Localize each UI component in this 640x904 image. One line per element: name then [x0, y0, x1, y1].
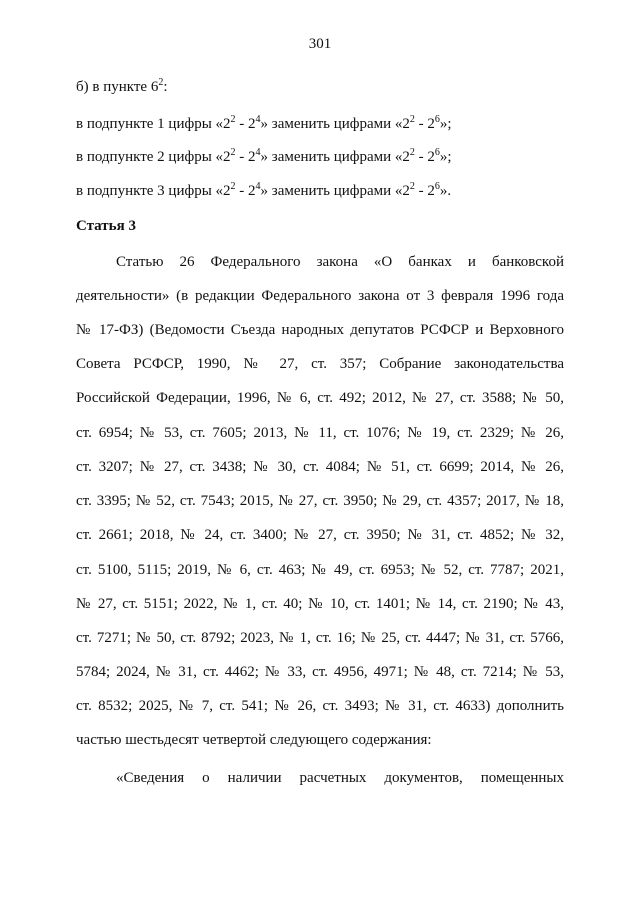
subitem-sup: 4 — [255, 114, 261, 125]
body-line: ст. 6954; № 53, ст. 7605; 2013, № 11, ст. 1076; № 19, ст. 2329; № 26, — [76, 425, 564, 441]
item-b-prefix: б) в пункте 6 — [76, 79, 159, 95]
subitem-sup: 2 — [409, 181, 415, 192]
subitem-sup: 4 — [255, 181, 261, 192]
body-line: ст. 3395; № 52, ст. 7543; 2015, № 27, ст. 3950; № 29, ст. 4357; 2017, № 18, — [76, 493, 564, 509]
subitem-text: в подпункте 2 цифры «2 — [76, 149, 231, 165]
body-line: ст. 7271; № 50, ст. 8792; 2023, № 1, ст. 16; № 25, ст. 4447; № 31, ст. 5766, — [76, 630, 564, 646]
subitem-text: - 2 — [414, 116, 435, 132]
subitem-line — [76, 182, 451, 200]
subitem-line — [76, 115, 452, 133]
subitem-text: - 2 — [235, 149, 256, 165]
body-line: № 17-ФЗ) (Ведомости Съезда народных депутатов РСФСР и Верховного — [76, 322, 564, 338]
quote-line: «Сведения о наличии расчетных документов, помещенных — [116, 770, 564, 786]
subitem-text: » заменить цифрами «2 — [260, 183, 410, 199]
subitem-sup: 6 — [434, 114, 440, 125]
body-line: деятельности» (в редакции Федерального закона от 3 февраля 1996 года — [76, 288, 564, 304]
body-line: № 27, ст. 5151; 2022, № 1, ст. 40; № 10, ст. 1401; № 14, ст. 2190; № 43, — [76, 596, 564, 612]
body-line: ст. 5100, 5115; 2019, № 6, ст. 463; № 49, ст. 6953; № 52, ст. 7787; 2021, — [76, 562, 564, 578]
subitem-text: » заменить цифрами «2 — [260, 116, 410, 132]
body-line: 5784; 2024, № 31, ст. 4462; № 33, ст. 4956, 4971; № 48, ст. 7214; № 53, — [76, 664, 564, 680]
subitem-sup: 6 — [434, 147, 440, 158]
subitem-sup: 2 — [230, 181, 236, 192]
subitem-text: » заменить цифрами «2 — [260, 149, 410, 165]
item-b-line — [76, 78, 168, 96]
body-line: ст. 8532; 2025, № 7, ст. 541; № 26, ст. 3493; № 31, ст. 4633) дополнить — [76, 698, 564, 714]
subitem-line — [76, 148, 452, 166]
body-line: Совета РСФСР, 1990, № 27, ст. 357; Собрание законодательства — [76, 356, 564, 372]
page-number: 301 — [308, 36, 332, 52]
subitem-text: в подпункте 1 цифры «2 — [76, 116, 231, 132]
subitem-text: »; — [439, 116, 452, 132]
item-b-sup: 2 — [158, 77, 164, 88]
subitem-text: »; — [439, 149, 452, 165]
subitem-sup: 2 — [409, 147, 415, 158]
body-line: Российской Федерации, 1996, № 6, ст. 492; 2012, № 27, ст. 3588; № 50, — [76, 390, 564, 406]
body-line: Статью 26 Федерального закона «О банках и банковской — [116, 254, 564, 270]
subitem-text: - 2 — [414, 183, 435, 199]
item-b-suffix: : — [163, 79, 168, 95]
subitem-sup: 6 — [434, 181, 440, 192]
body-line-last: частью шестьдесят четвертой следующего содержания: — [76, 732, 432, 748]
subitem-sup: 2 — [409, 114, 415, 125]
subitem-text: ». — [439, 183, 452, 199]
subitem-text: - 2 — [235, 116, 256, 132]
subitem-sup: 4 — [255, 147, 261, 158]
subitem-sup: 2 — [230, 147, 236, 158]
body-line: ст. 2661; 2018, № 24, ст. 3400; № 27, ст. 3950; № 31, ст. 4852; № 32, — [76, 527, 564, 543]
subitem-text: - 2 — [235, 183, 256, 199]
article-heading: Статья 3 — [76, 218, 136, 234]
subitem-text: в подпункте 3 цифры «2 — [76, 183, 231, 199]
subitem-text: - 2 — [414, 149, 435, 165]
body-line: ст. 3207; № 27, ст. 3438; № 30, ст. 4084; № 51, ст. 6699; 2014, № 26, — [76, 459, 564, 475]
subitem-sup: 2 — [230, 114, 236, 125]
